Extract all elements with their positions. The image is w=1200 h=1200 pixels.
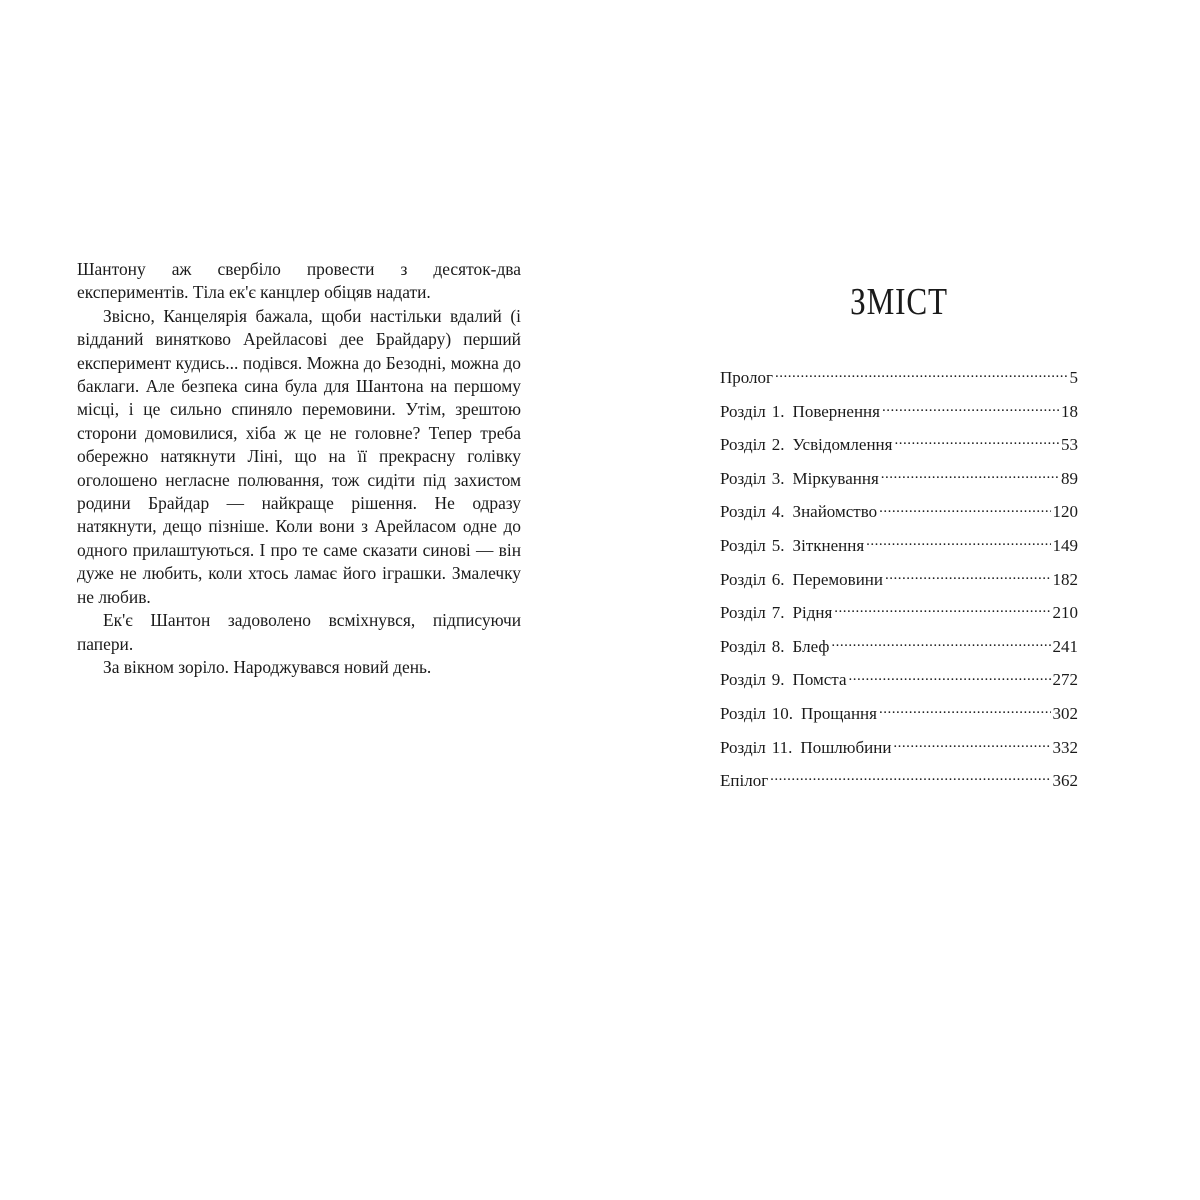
toc-entry-number: 3.	[771, 468, 785, 488]
toc-entry-title: Пошлюбини	[800, 737, 892, 757]
toc-entry	[720, 433, 1078, 467]
toc-entry-number: 5.	[771, 535, 785, 555]
toc-entry-title: Знайомство	[792, 502, 878, 522]
toc-entry	[720, 534, 1078, 568]
toc-leader-dots	[775, 366, 1067, 383]
toc-entry-number: 11.	[771, 737, 793, 757]
left-page-text	[77, 258, 521, 679]
toc-list	[720, 366, 1078, 803]
toc-entry-label	[720, 738, 891, 758]
toc-entry-number: 1.	[771, 401, 785, 421]
paragraph: Шантону аж свербіло провести з десяток-два експериментів. Тіла ек'є канцлер обіцяв надати.	[77, 259, 521, 303]
toc-leader-dots	[770, 769, 1050, 786]
toc-entry-kind: Епілог	[720, 771, 769, 791]
toc-leader-dots	[882, 400, 1059, 417]
toc-entry-label	[720, 536, 864, 556]
toc-entry-page: 241	[1052, 636, 1078, 656]
toc-entry-page: 89	[1061, 468, 1078, 488]
toc-leader-dots	[881, 467, 1059, 484]
toc-entry	[720, 568, 1078, 602]
toc-entry-label	[720, 704, 877, 724]
toc-entry-title: Усвідомлення	[792, 435, 893, 455]
toc-entry-page: 332	[1052, 737, 1078, 757]
toc-entry-title: Перемовини	[792, 569, 883, 589]
toc-entry-label	[720, 670, 847, 690]
toc-leader-dots	[894, 433, 1059, 450]
toc-entry-number: 10.	[771, 703, 794, 723]
toc-entry-label	[720, 637, 829, 657]
toc-leader-dots	[879, 702, 1051, 719]
toc-entry	[720, 668, 1078, 702]
toc-entry-number: 4.	[771, 502, 785, 522]
toc-entry-page: 53	[1061, 435, 1078, 455]
toc-entry	[720, 635, 1078, 669]
toc-entry-kind: Розділ	[720, 401, 766, 421]
toc-title: ЗМІСТ	[850, 281, 948, 323]
toc-entry-title: Міркування	[792, 468, 879, 488]
toc-leader-dots	[834, 601, 1050, 618]
toc-entry-kind: Розділ	[720, 468, 766, 488]
toc-entry-kind: Розділ	[720, 435, 766, 455]
toc-entry-number: 2.	[771, 435, 785, 455]
toc-entry-label	[720, 435, 892, 455]
toc-entry-kind: Розділ	[720, 502, 766, 522]
toc-entry	[720, 467, 1078, 501]
toc-leader-dots	[849, 668, 1051, 685]
toc-entry-kind: Розділ	[720, 703, 766, 723]
toc-entry-number: 8.	[771, 636, 785, 656]
toc-entry-title: Помста	[792, 670, 847, 690]
toc-entry-page: 210	[1052, 603, 1078, 623]
toc-entry-page: 149	[1052, 535, 1078, 555]
toc-leader-dots	[831, 635, 1050, 652]
toc-entry-label	[720, 469, 879, 489]
toc-entry-label	[720, 402, 880, 422]
toc-entry-number: 7.	[771, 603, 785, 623]
toc-entry-kind: Розділ	[720, 535, 766, 555]
toc-leader-dots	[893, 736, 1050, 753]
toc-leader-dots	[885, 568, 1051, 585]
toc-entry-kind: Розділ	[720, 603, 766, 623]
toc-entry-page: 272	[1052, 670, 1078, 690]
toc-entry-kind: Розділ	[720, 737, 766, 757]
toc-entry-title: Рідня	[792, 603, 833, 623]
toc-entry-kind: Розділ	[720, 636, 766, 656]
toc-entry-page: 18	[1061, 401, 1078, 421]
toc-entry-label	[720, 771, 768, 791]
toc-entry-page: 5	[1069, 368, 1078, 387]
toc-entry-page: 362	[1052, 771, 1078, 791]
toc-entry	[720, 500, 1078, 534]
toc-entry-number: 6.	[771, 569, 785, 589]
toc-leader-dots	[879, 500, 1050, 517]
toc-entry-kind: Розділ	[720, 670, 766, 690]
paragraph: Ек'є Шантон задоволено всміхнувся, підписуючи папери.	[77, 610, 521, 654]
toc-entry-kind: Розділ	[720, 569, 766, 589]
toc-entry-page: 302	[1052, 703, 1078, 723]
toc-entry-label	[720, 570, 883, 590]
toc-entry-kind: Пролог	[720, 368, 774, 387]
paragraph: Звісно, Канцелярія бажала, щоби настільки вдалий (і відданий винятково Арейласові дее Брайдару) перший експеримент кудись... подівся. Можна до Безодні, можна до баклаги. Але безпека сина була для Шантона на першому місці, і це сильно спиняло перемовини. Утім, зрештою сторони домовилися, хіба ж це не головне? Тепер треба обережно натякнути Ліні, що на її прекрасну голівку оголошено негласне полювання, тож сидіти під захистом родини Брайдар — найкраще рішення. Не одразу натякнути, дещо пізніше. Коли вони з Арейласом одне до одного прилаштуються. І про те саме сказати синові — він дуже не любить, коли хтось ламає його іграшки. Змалечку не любив.	[77, 305, 521, 607]
toc-entry-title: Блеф	[792, 636, 830, 656]
toc-entry-label	[720, 603, 832, 623]
toc-entry	[720, 366, 1078, 400]
toc-entry-title: Прощання	[801, 703, 877, 723]
toc-entry-label	[720, 368, 773, 388]
toc-entry-page: 120	[1052, 502, 1078, 522]
paragraph: За вікном зоріло. Народжувався новий день.	[103, 656, 432, 677]
toc-leader-dots	[866, 534, 1050, 551]
toc-entry	[720, 400, 1078, 434]
toc-entry	[720, 702, 1078, 736]
toc-entry-number: 9.	[771, 670, 785, 690]
toc-entry	[720, 736, 1078, 770]
toc-entry-label	[720, 502, 877, 522]
toc-entry-title: Повернення	[792, 401, 880, 421]
toc-entry-page: 182	[1052, 569, 1078, 589]
table-of-contents	[720, 280, 1078, 791]
toc-entry	[720, 769, 1078, 803]
toc-entry-title: Зіткнення	[792, 535, 865, 555]
toc-entry	[720, 601, 1078, 635]
